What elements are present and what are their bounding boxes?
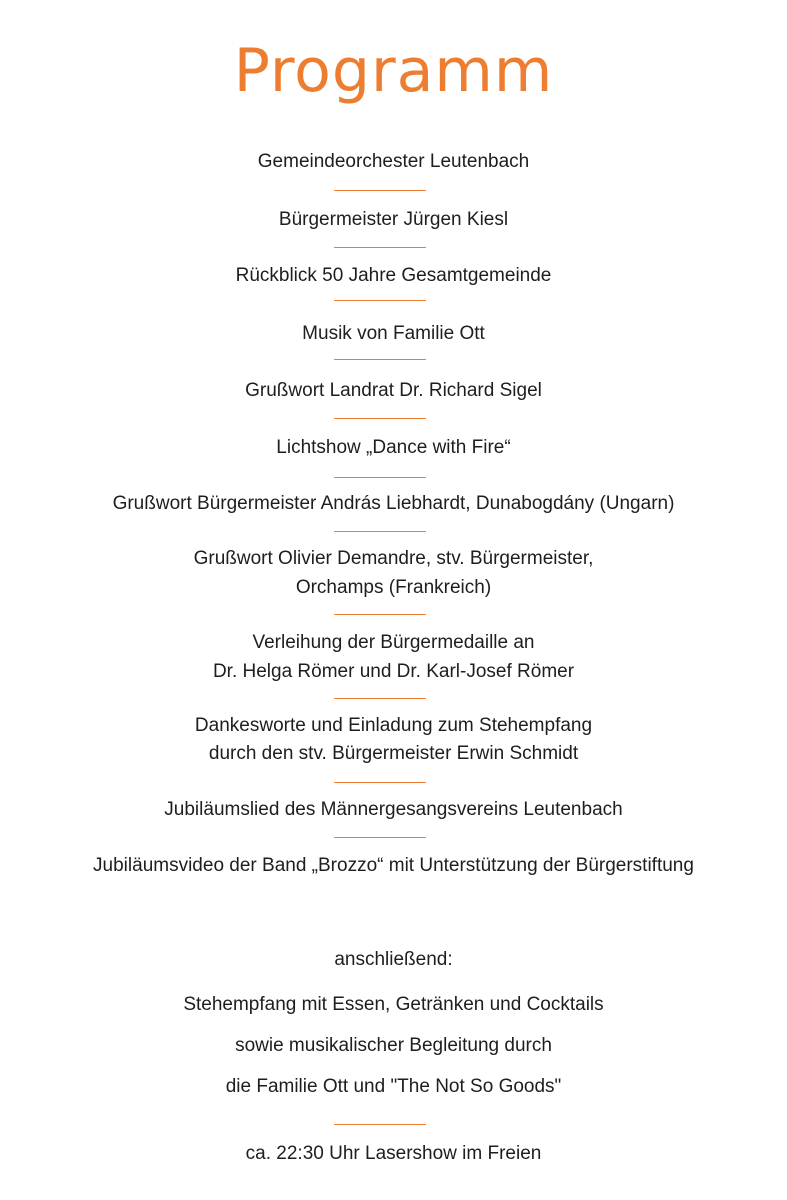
- divider: [334, 247, 426, 248]
- divider: [334, 359, 426, 360]
- program-item-lightshow: Lichtshow „Dance with Fire“: [276, 437, 511, 458]
- afterwards-line-reception: Stehempfang mit Essen, Getränken und Cocktails: [183, 994, 604, 1015]
- divider: [334, 1124, 426, 1125]
- divider: [334, 300, 426, 301]
- program-item-thanks-line2: durch den stv. Bürgermeister Erwin Schmidt: [208, 743, 579, 764]
- program-item-thanks-line1: Dankesworte und Einladung zum Stehempfang: [194, 715, 593, 736]
- divider: [334, 418, 426, 419]
- program-item-france-greeting-line1: Grußwort Olivier Demandre, stv. Bürgermeister,: [193, 548, 594, 569]
- program-item-hungary-greeting: Grußwort Bürgermeister András Liebhardt, Dunabogdány (Ungarn): [112, 493, 675, 514]
- divider: [334, 614, 426, 615]
- program-item-district-greeting: Grußwort Landrat Dr. Richard Sigel: [245, 380, 542, 401]
- afterwards-line-music: sowie musikalischer Begleitung durch: [235, 1035, 552, 1056]
- program-item-music: Musik von Familie Ott: [302, 323, 485, 344]
- divider: [334, 531, 426, 532]
- program-item-medal-line1: Verleihung der Bürgermedaille an: [252, 632, 535, 653]
- divider: [334, 477, 426, 478]
- program-item-france-greeting-line2: Orchamps (Frankreich): [295, 577, 492, 598]
- afterwards-line-bands: die Familie Ott und "The Not So Goods": [225, 1076, 562, 1097]
- page-title: Programm: [233, 36, 554, 106]
- program-item-choir-song: Jubiläumslied des Männergesangsvereins Leutenbach: [164, 799, 623, 820]
- divider: [334, 190, 426, 191]
- divider: [334, 782, 426, 783]
- program-item-band-video: Jubiläumsvideo der Band „Brozzo“ mit Unterstützung der Bürgerstiftung: [93, 855, 694, 876]
- program-item-orchestra: Gemeindeorchester Leutenbach: [257, 151, 530, 172]
- afterwards-label: anschließend:: [334, 949, 453, 970]
- program-item-retrospective: Rückblick 50 Jahre Gesamtgemeinde: [235, 265, 552, 286]
- divider: [334, 698, 426, 699]
- program-item-medal-line2: Dr. Helga Römer und Dr. Karl-Josef Römer: [212, 661, 575, 682]
- finale-lasershow: ca. 22:30 Uhr Lasershow im Freien: [245, 1143, 542, 1164]
- program-item-mayor: Bürgermeister Jürgen Kiesl: [278, 209, 509, 230]
- divider: [334, 837, 426, 838]
